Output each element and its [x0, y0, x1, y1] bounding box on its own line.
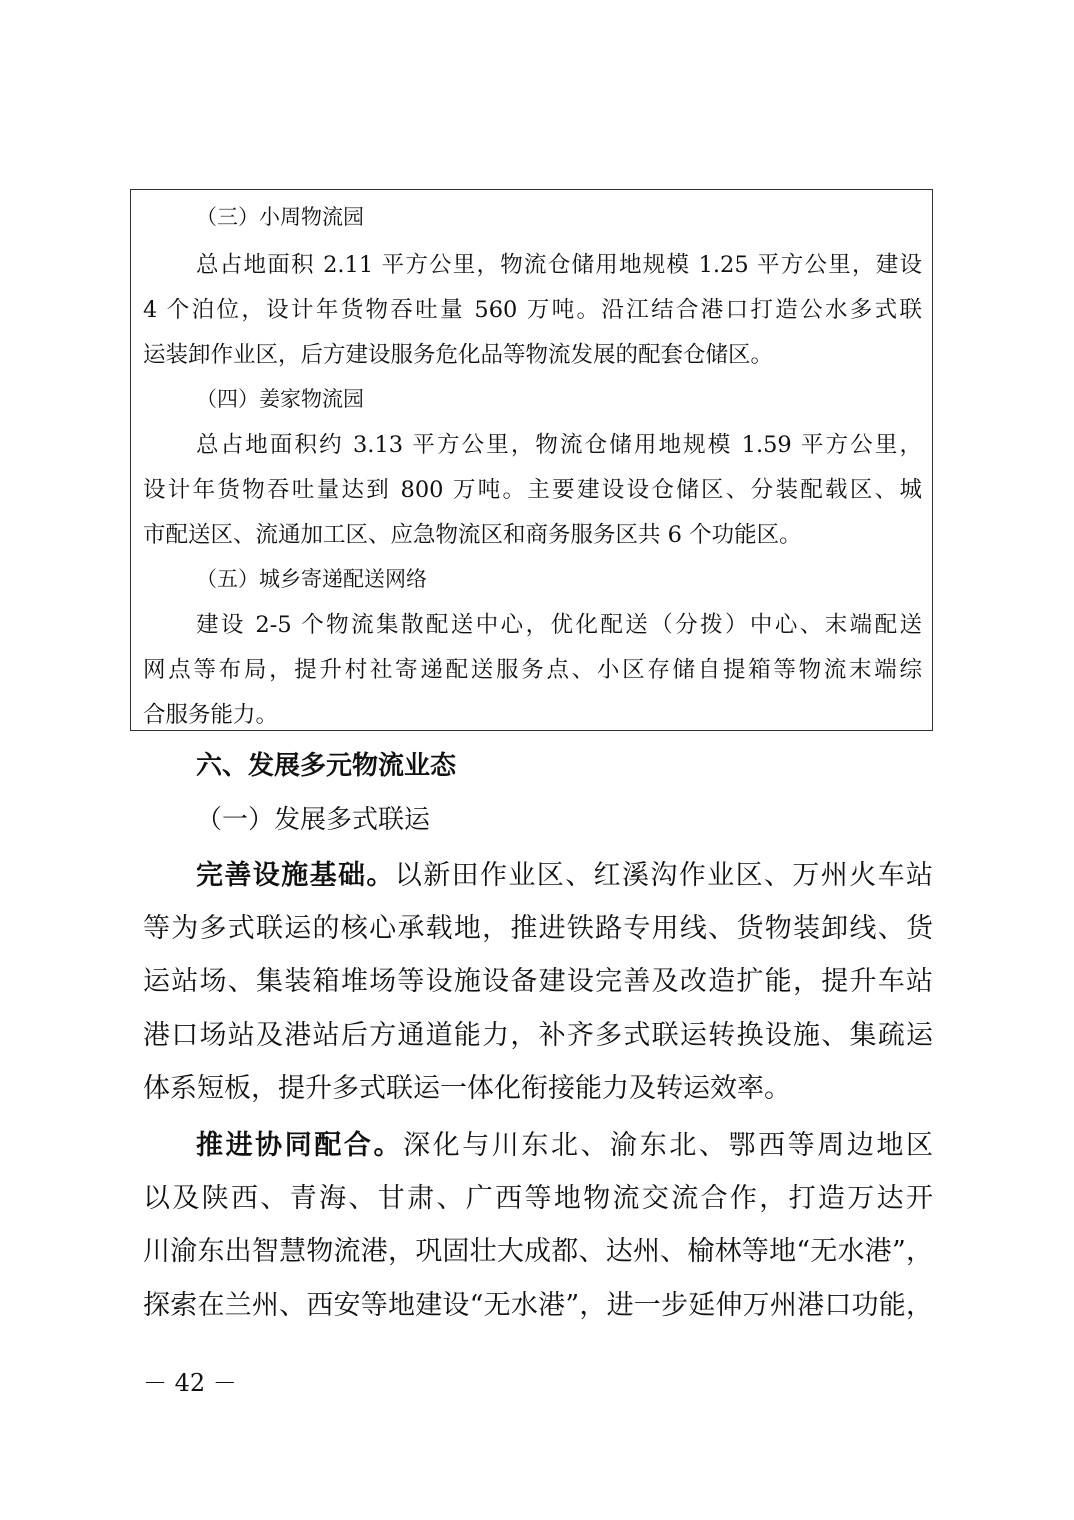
- paragraph-line: [196, 1128, 933, 1164]
- paragraph-text: 以新田作业区、红溪沟作业区、万州火车站: [394, 860, 934, 891]
- box-heading-jiangjia: （四）姜家物流园: [196, 387, 364, 411]
- paragraph-text: 深化与川东北、渝东北、鄂西等周边地区: [403, 1130, 934, 1161]
- section-subtitle: （一）发展多式联运: [196, 805, 431, 835]
- paragraph-line: 体系短板，提升多式联运一体化衔接能力及转运效率。: [143, 1073, 791, 1104]
- box-text-line: 总占地面积 2.11 平方公里，物流仓储用地规模 1.25 平方公里，建设: [196, 252, 922, 278]
- box-text-line: 运装卸作业区，后方建设服务危化品等物流发展的配套仓储区。: [143, 342, 774, 368]
- box-text-line: 总占地面积约 3.13 平方公里，物流仓储用地规模 1.59 平方公里，: [196, 432, 922, 458]
- paragraph-lead: 完善设施基础。: [196, 860, 395, 891]
- box-text-line: 建设 2-5 个物流集散配送中心，优化配送（分拨）中心、末端配送: [196, 612, 922, 638]
- box-text-line: 合服务能力。: [143, 702, 279, 728]
- box-text-line: 市配送区、流通加工区、应急物流区和商务服务区共 6 个功能区。: [143, 522, 802, 548]
- paragraph-line: [196, 858, 933, 894]
- paragraph-line: 川渝东出智慧物流港，巩固壮大成都、达州、榆林等地“无水港”，: [143, 1236, 933, 1267]
- box-text-line: 网点等布局，提升村社寄递配送服务点、小区存储自提箱等物流末端综: [143, 657, 922, 683]
- box-heading-xiaozhou: （三）小周物流园: [196, 205, 364, 229]
- paragraph-line: 以及陕西、青海、甘肃、广西等地物流交流合作，打造万达开: [143, 1183, 933, 1214]
- box-text-line: 设计年货物吞吐量达到 800 万吨。主要建设设仓储区、分装配载区、城: [143, 477, 922, 503]
- box-heading-network: （五）城乡寄递配送网络: [196, 567, 427, 591]
- box-text-line: 4 个泊位，设计年货物吞吐量 560 万吨。沿江结合港口打造公水多式联: [143, 297, 922, 323]
- paragraph-line: 探索在兰州、西安等地建设“无水港”，进一步延伸万州港口功能，: [143, 1290, 933, 1321]
- section-title: 六、发展多元物流业态: [196, 751, 457, 781]
- paragraph-line: 等为多式联运的核心承载地，推进铁路专用线、货物装卸线、货: [143, 913, 933, 944]
- page-number: － 42 －: [143, 1369, 237, 1397]
- paragraph-line: 港口场站及港站后方通道能力，补齐多式联运转换设施、集疏运: [143, 1020, 933, 1051]
- paragraph-lead: 推进协同配合。: [196, 1130, 404, 1161]
- paragraph-line: 运站场、集装箱堆场等设施设备建设完善及改造扩能，提升车站: [143, 966, 933, 997]
